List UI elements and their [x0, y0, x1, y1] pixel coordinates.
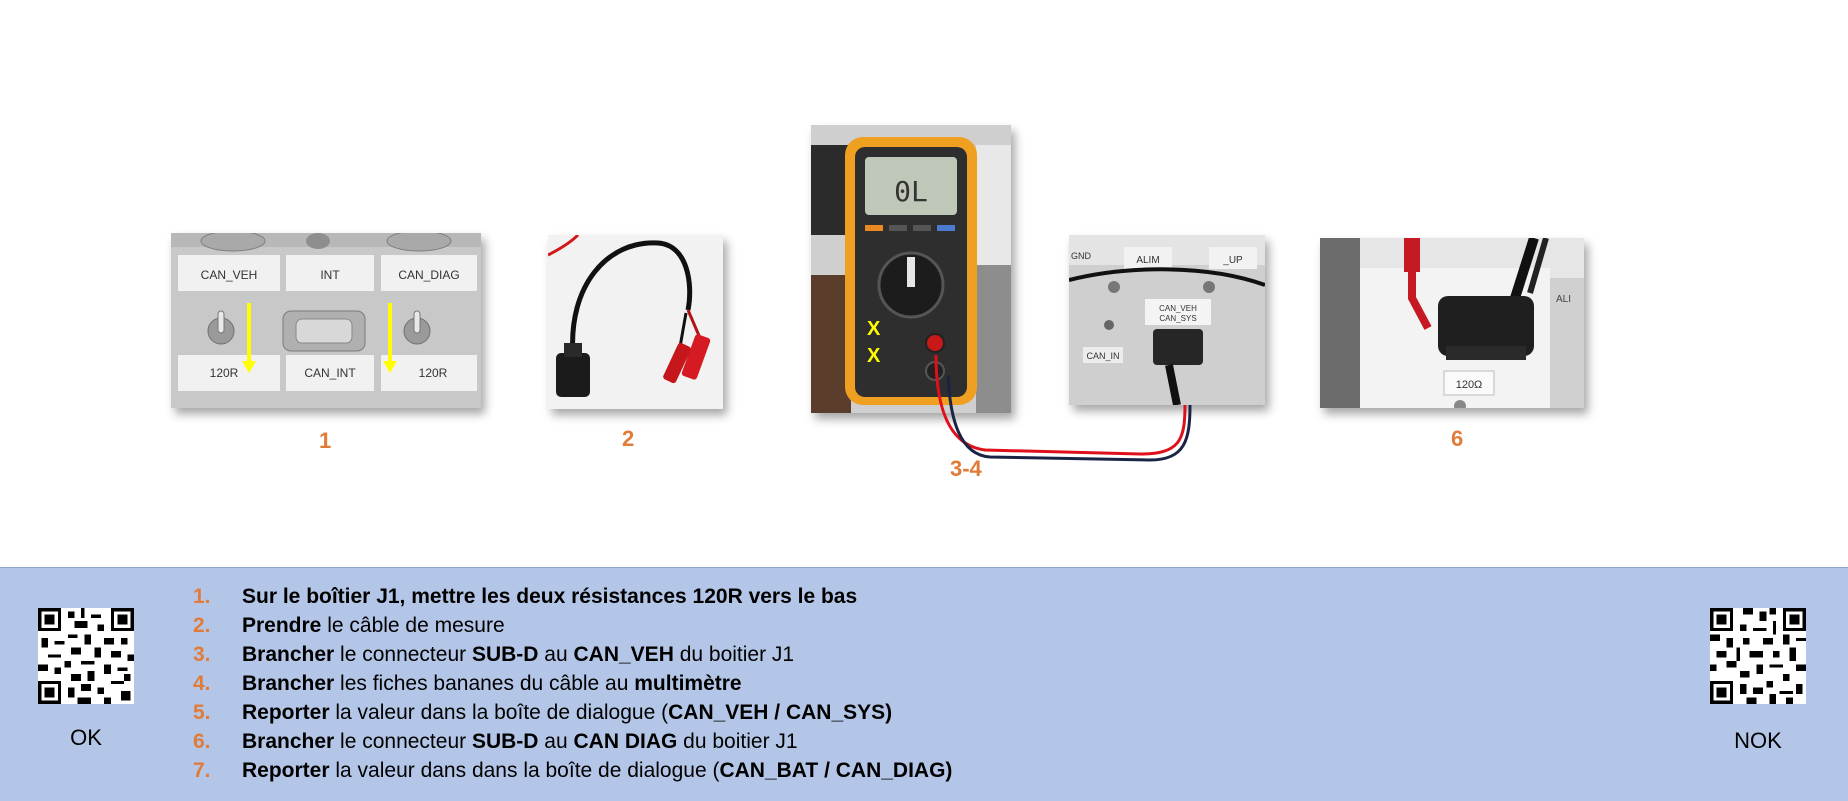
step-7: 7. Reporter la valeur dans dans la boîte de dialogue (CAN_BAT / CAN_DIAG) — [193, 759, 953, 782]
label-ali: ALI — [1556, 294, 1572, 305]
step-4: 4. Brancher les fiches bananes du câble au multimètre — [193, 672, 742, 695]
photo-step-6-image — [1320, 238, 1584, 408]
label-can-veh: CAN_VEH — [200, 268, 258, 282]
qr-code-nok[interactable] — [1710, 608, 1806, 704]
qr-label-ok: OK — [70, 725, 102, 750]
caption-step-1: 1 — [319, 428, 332, 453]
photo-step-6 — [1320, 238, 1584, 408]
caption-step-6: 6 — [1451, 426, 1464, 451]
label-can-sys: CAN_SYS — [1159, 314, 1197, 323]
step-3: 3. Brancher le connecteur SUB-D au CAN_VEH du boitier J1 — [193, 643, 795, 666]
caption-step-3-4: 3-4 — [950, 456, 982, 481]
photo-step-2-image — [548, 235, 723, 409]
step-5: 5. Reporter la valeur dans la boîte de dialogue (CAN_VEH / CAN_SYS) — [193, 701, 893, 724]
qr-code-ok[interactable] — [38, 608, 134, 704]
label-alim: ALIM — [1136, 255, 1160, 266]
photo-step-2 — [548, 235, 723, 409]
marker-x-top: X — [867, 318, 881, 340]
photo-step-1 — [171, 233, 481, 408]
photo-step-5 — [1069, 235, 1265, 405]
photo-step-1-image — [171, 233, 481, 408]
instruction-panel — [0, 567, 1848, 801]
marker-x-bottom: X — [867, 345, 881, 367]
label-gnd: GND — [1071, 251, 1091, 261]
label-120r-right: 120R — [418, 366, 448, 380]
label-int: INT — [320, 268, 340, 282]
instruction-list — [193, 582, 952, 785]
photo-step-3-4 — [811, 125, 1011, 413]
label-can-in: CAN_IN — [1086, 351, 1120, 361]
label-can-veh-5: CAN_VEH — [1159, 304, 1197, 313]
step-6: 6. Brancher le connecteur SUB-D au CAN DIAG du boitier J1 — [193, 730, 798, 753]
label-120-ohm: 120Ω — [1455, 379, 1483, 391]
label-up: _UP — [1223, 255, 1243, 266]
step-1: 1. Sur le boîtier J1, mettre les deux résistances 120R vers le bas — [193, 585, 858, 608]
photo-step-3-4-image — [811, 125, 1011, 413]
qr-label-nok: NOK — [1734, 728, 1782, 753]
multimeter-display: 0L — [894, 175, 928, 208]
caption-step-2: 2 — [622, 426, 635, 451]
photo-step-5-image — [1069, 235, 1265, 405]
step-2: 2. Prendre le câble de mesure — [193, 614, 505, 637]
label-can-int: CAN_INT — [304, 366, 356, 380]
label-120r-left: 120R — [209, 366, 239, 380]
label-can-diag: CAN_DIAG — [398, 268, 460, 282]
